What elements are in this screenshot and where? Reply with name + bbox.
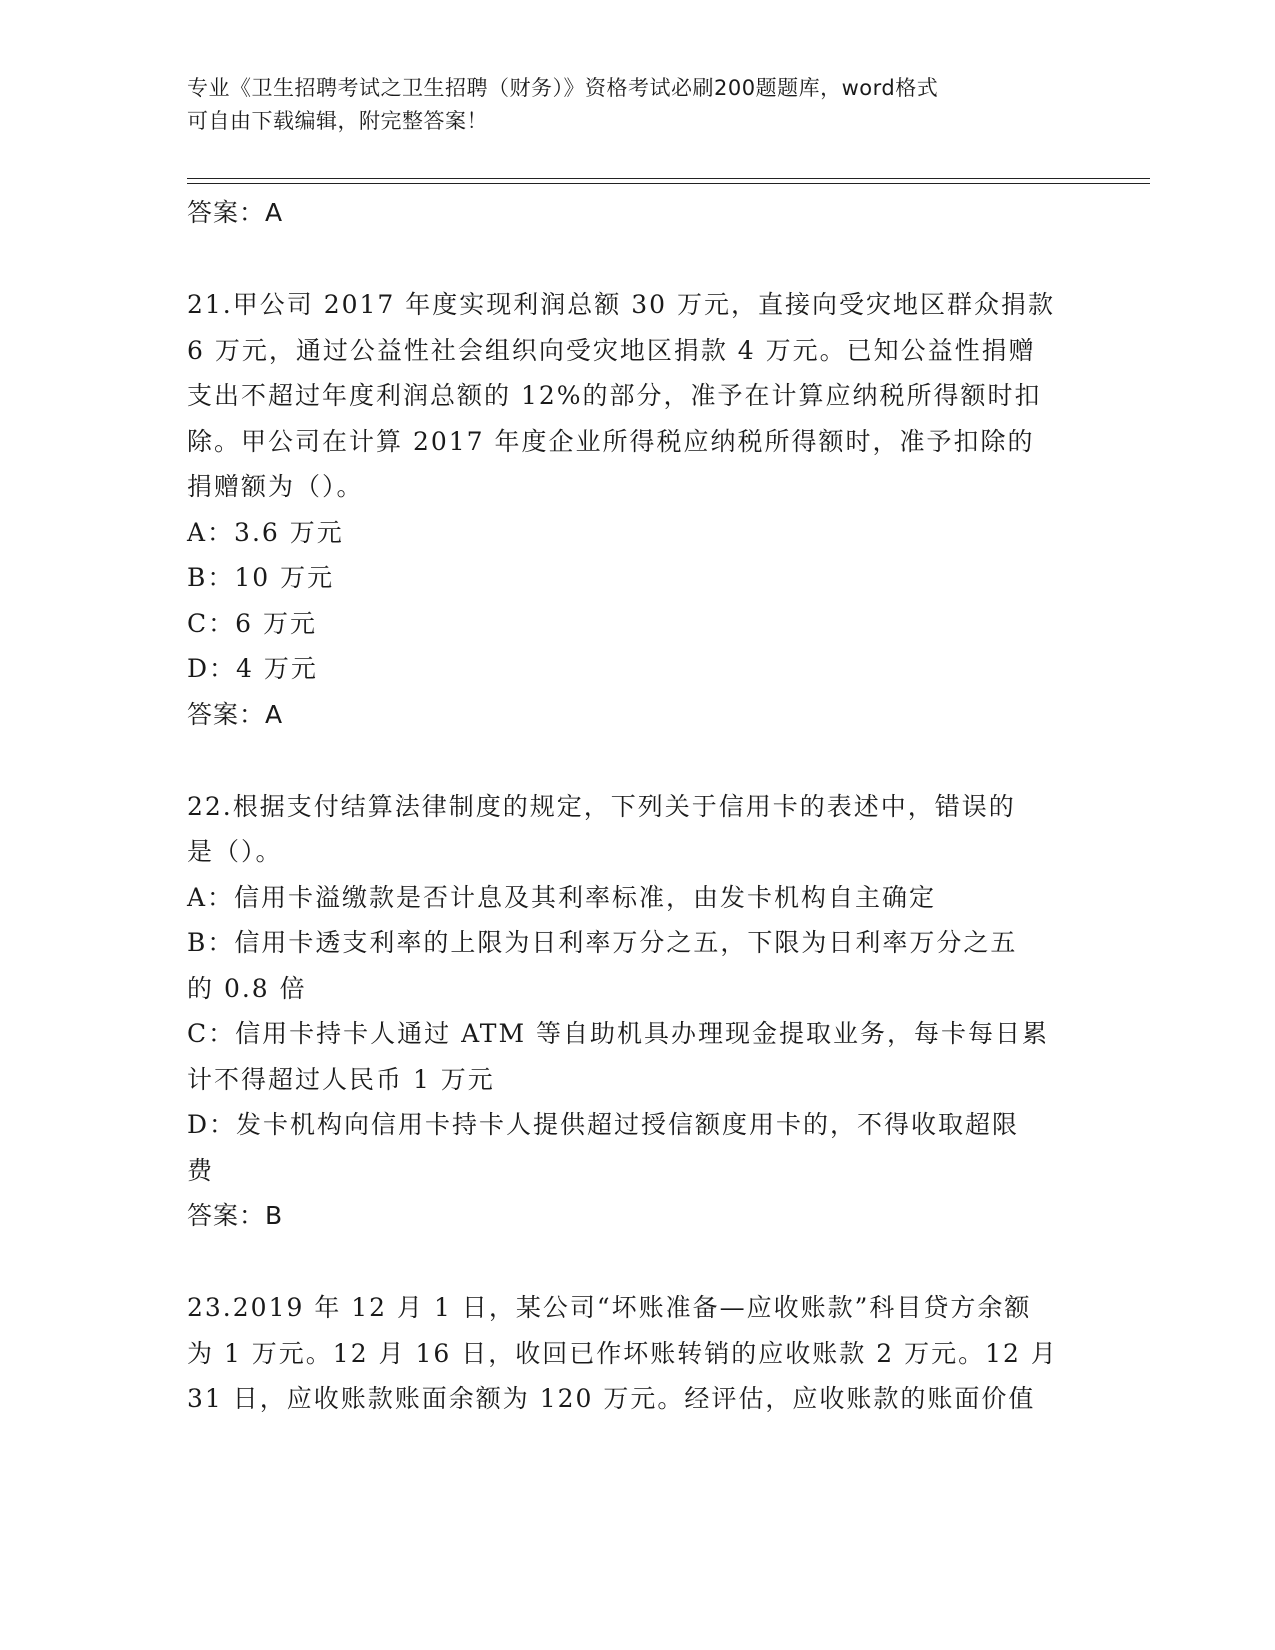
stem-line: 除。甲公司在计算 2017 年度企业所得税应纳税所得额时，准予扣除的 [187,426,1035,456]
option-line: C：6 万元 [187,608,317,638]
option-line: A：信用卡溢缴款是否计息及其利率标准，由发卡机构自主确定 [187,882,937,912]
question-stem [187,282,1082,510]
spacer [187,236,1082,282]
option-line: D：4 万元 [187,654,318,683]
stem-line: 6 万元，通过公益性社会组织向受灾地区捐款 4 万元。已知公益性捐赠 [187,335,1036,365]
option-c [187,601,1082,647]
option-line: D：发卡机构向信用卡持卡人提供超过授信额度用卡的，不得收取超限 [187,1110,1020,1139]
option-d [187,646,1082,692]
document-header [187,72,1067,138]
answer-line: 答案：B [187,1201,284,1230]
option-c [187,1011,1082,1102]
header-line-2: 可自由下载编辑，附完整答案！ [187,109,488,133]
question-list [187,190,1082,1422]
stem-line: 21.甲公司 2017 年度实现利润总额 30 万元，直接向受灾地区群众捐款 [187,290,1055,319]
option-line: B：10 万元 [187,563,335,592]
stem-line: 23.2019 年 12 月 1 日，某公司“坏账准备—应收账款”科目贷方余额 [187,1293,1032,1322]
option-line: C：信用卡持卡人通过 ATM 等自助机具办理现金提取业务，每卡每日累 [187,1019,1049,1048]
stem-line: 捐赠额为（）。 [187,472,364,501]
stem-line: 是（）。 [187,837,283,866]
question-stem [187,1285,1082,1422]
option-line: 计不得超过人民币 1 万元 [187,1064,495,1094]
question-21 [187,282,1082,738]
header-line-1: 专业《卫生招聘考试之卫生招聘（财务）》资格考试必刷200题题库，word格式 [187,76,939,100]
option-a [187,875,1082,921]
previous-answer: 答案：A [187,198,284,227]
question-stem [187,784,1082,875]
question-23 [187,1285,1082,1422]
stem-line: 支出不超过年度利润总额的 12%的部分，准予在计算应纳税所得额时扣 [187,381,1042,410]
header-divider-bottom [187,183,1150,184]
option-line: B：信用卡透支利率的上限为日利率万分之五，下限为日利率万分之五 [187,928,1018,957]
answer-line: 答案：A [187,699,284,729]
option-a [187,510,1082,556]
option-line: 的 0.8 倍 [187,973,307,1003]
option-b [187,555,1082,601]
stem-line: 31 日，应收账款账面余额为 120 万元。经评估，应收账款的账面价值 [187,1384,1036,1413]
header-divider-top [187,178,1150,179]
spacer [187,738,1082,784]
question-22 [187,784,1082,1240]
option-line: A：3.6 万元 [187,517,344,547]
stem-line: 22.根据支付结算法律制度的规定，下列关于信用卡的表述中，错误的 [187,791,1016,821]
option-b [187,920,1082,1011]
option-line: 费 [187,1155,215,1185]
spacer [187,1239,1082,1285]
option-d [187,1102,1082,1193]
stem-line: 为 1 万元。12 月 16 日，收回已作坏账转销的应收账款 2 万元。12 月 [187,1338,1058,1368]
